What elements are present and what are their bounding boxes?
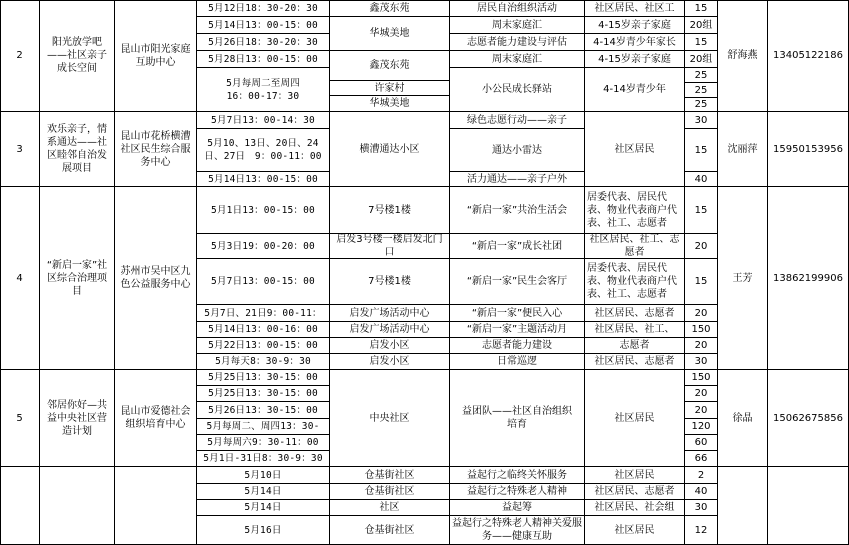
target-group: 居委代表、居民代表、物业代表商户代表、社工、志愿者 (585, 259, 685, 305)
participant-count: 30 (685, 354, 718, 370)
organization-name: 昆山市花桥横漕社区民生综合服务中心 (115, 112, 197, 187)
activity-name: 志愿者能力建设 (450, 338, 585, 354)
activity-name: 益起行之临终关怀服务 (450, 467, 585, 484)
participant-count: 15 (685, 34, 718, 51)
activity-name: 居民自治组织活动 (450, 0, 585, 17)
target-group: 社区居民 (585, 467, 685, 484)
project-name: 欢乐亲子，情系通达——社区睦邻自治发展项目 (40, 112, 115, 187)
activity-place: 7号楼1楼 (330, 259, 450, 305)
contact-phone[interactable]: 15062675856 (768, 370, 849, 467)
activity-place: 许家村 (330, 81, 450, 96)
activity-name: 志愿者能力建设与评估 (450, 34, 585, 51)
participant-count: 20组 (685, 17, 718, 34)
project-name: 邻居你好—共益中央社区营造计划 (40, 370, 115, 467)
participant-count: 30 (685, 500, 718, 516)
contact-person (718, 467, 768, 545)
row-index: 2 (0, 0, 40, 112)
activity-time: 5月每天8：30-9：30 (197, 354, 330, 370)
activity-name: 益起行之特殊老人精神 (450, 484, 585, 500)
participant-count: 25 (685, 68, 718, 83)
activity-name: “新启一家”民生会客厅 (450, 259, 585, 305)
activity-time: 5月14日13：00-15：00 (197, 172, 330, 187)
activity-place: 启发广场活动中心 (330, 305, 450, 322)
row-index: 3 (0, 112, 40, 187)
activity-place: 启发广场活动中心 (330, 322, 450, 338)
contact-person: 徐晶 (718, 370, 768, 467)
activity-time: 5月1日13：00-15：00 (197, 187, 330, 234)
target-group: 4-14岁青少年家长 (585, 34, 685, 51)
activity-place: 仓基街社区 (330, 516, 450, 545)
participant-count: 40 (685, 172, 718, 187)
activity-time: 5月7日13：00-15：00 (197, 259, 330, 305)
participant-count: 20 (685, 386, 718, 402)
activity-time: 5月28日13：00-15：00 (197, 51, 330, 68)
participant-count: 40 (685, 484, 718, 500)
target-group: 社区居民、志愿者 (585, 484, 685, 500)
activity-time: 5月16日 (197, 516, 330, 545)
activity-time: 5月10、13日、20日、24日、27日 9：00-11：00 (197, 129, 330, 172)
activity-place: 社区 (330, 500, 450, 516)
participant-count: 15 (685, 187, 718, 234)
organization-name (115, 467, 197, 545)
activity-time: 5月25日13：30-15：00 (197, 370, 330, 386)
activity-place: 华城美地 (330, 96, 450, 112)
activity-time: 5月10日 (197, 467, 330, 484)
contact-person: 舒海燕 (718, 0, 768, 112)
target-group: 社区居民、社工、志愿者 (585, 234, 685, 259)
project-name: “新启一家”社区综合治理项目 (40, 187, 115, 370)
activity-place: 启发3号楼一楼启发北门口 (330, 234, 450, 259)
participant-count: 12 (685, 516, 718, 545)
activity-name: “新启一家”便民入心 (450, 305, 585, 322)
activity-name: 益团队——社区自治组织培育 (450, 370, 585, 467)
activity-place: 7号楼1楼 (330, 187, 450, 234)
activity-time: 5月每周二、周四13：30- (197, 419, 330, 435)
project-name: 阳光放学吧——社区亲子成长空间 (40, 0, 115, 112)
activity-name: “新启一家”成长社团 (450, 234, 585, 259)
target-group: 社区居民、社区工 (585, 0, 685, 17)
participant-count: 66 (685, 451, 718, 467)
activity-time: 5月7日13：00-14：30 (197, 112, 330, 129)
activity-place: 鑫茂东苑 (330, 0, 450, 17)
activity-time: 5月每周二至周四 16：00-17：30 (197, 68, 330, 112)
activity-time: 5月14日13：00-16：00 (197, 322, 330, 338)
participant-count: 20 (685, 234, 718, 259)
participant-count: 60 (685, 435, 718, 451)
activity-name: 绿色志愿行动——亲子 (450, 112, 585, 129)
organization-name: 昆山市阳光家庭互助中心 (115, 0, 197, 112)
participant-count: 20 (685, 338, 718, 354)
participant-count: 2 (685, 467, 718, 484)
target-group: 社区居民、社会组 (585, 500, 685, 516)
participant-count: 150 (685, 370, 718, 386)
participant-count: 20 (685, 305, 718, 322)
activity-place: 华城美地 (330, 17, 450, 51)
row-index: 5 (0, 370, 40, 467)
activity-place: 启发小区 (330, 338, 450, 354)
contact-phone (768, 467, 849, 545)
activity-time: 5月每周六9：30-11：00 (197, 435, 330, 451)
activity-time: 5月7日、21日9：00-11： (197, 305, 330, 322)
target-group: 社区居民 (585, 112, 685, 187)
participant-count: 15 (685, 0, 718, 17)
activity-name: 益起行之特殊老人精神关爱服务——健康互助 (450, 516, 585, 545)
participant-count: 30 (685, 112, 718, 129)
activity-name: 益起筹 (450, 500, 585, 516)
activity-place: 中央社区 (330, 370, 450, 467)
activity-time: 5月14日 (197, 484, 330, 500)
organization-name: 苏州市吴中区九色公益服务中心 (115, 187, 197, 370)
contact-person: 沈丽萍 (718, 112, 768, 187)
target-group: 社区居民 (585, 370, 685, 467)
participant-count: 20组 (685, 51, 718, 68)
contact-phone[interactable]: 15950153956 (768, 112, 849, 187)
activity-place: 启发小区 (330, 354, 450, 370)
target-group: 4-15岁亲子家庭 (585, 17, 685, 34)
activity-time: 5月14日13：00-15：00 (197, 17, 330, 34)
activity-name: “新启一家”主题活动月 (450, 322, 585, 338)
target-group: 志愿者 (585, 338, 685, 354)
target-group: 社区居民、社工、 (585, 322, 685, 338)
activity-time: 5月1日-31日8：30-9：30 (197, 451, 330, 467)
target-group: 居委代表、居民代表、物业代表商户代表、社工、志愿者 (585, 187, 685, 234)
target-group: 社区居民、志愿者 (585, 305, 685, 322)
activity-time: 5月26日13：30-15：00 (197, 402, 330, 419)
activity-place: 仓基街社区 (330, 467, 450, 484)
activity-time: 5月26日18：30-20：30 (197, 34, 330, 51)
activity-place: 鑫茂东苑 (330, 51, 450, 81)
project-name (40, 467, 115, 545)
activity-time: 5月12日18：30-20：30 (197, 0, 330, 17)
target-group: 社区居民、志愿者 (585, 354, 685, 370)
target-group: 4-15岁亲子家庭 (585, 51, 685, 68)
participant-count: 15 (685, 129, 718, 172)
activity-name: 周末家庭汇 (450, 51, 585, 68)
activity-name: “新启一家”共治生活会 (450, 187, 585, 234)
row-index: 4 (0, 187, 40, 370)
activity-time: 5月25日13：30-15：00 (197, 386, 330, 402)
participant-count: 150 (685, 322, 718, 338)
activity-time: 5月3日19：00-20：00 (197, 234, 330, 259)
target-group: 4-14岁青少年 (585, 68, 685, 112)
activity-name: 日常巡逻 (450, 354, 585, 370)
activity-name: 通达小雷达 (450, 129, 585, 172)
activity-name: 周末家庭汇 (450, 17, 585, 34)
activity-time: 5月14日 (197, 500, 330, 516)
contact-person: 王芳 (718, 187, 768, 370)
activity-time: 5月22日13：00-15：00 (197, 338, 330, 354)
participant-count: 15 (685, 259, 718, 305)
participant-count: 25 (685, 98, 718, 112)
participant-count: 20 (685, 402, 718, 419)
participant-count: 25 (685, 83, 718, 98)
organization-name: 昆山市爱德社会组织培育中心 (115, 370, 197, 467)
activity-place: 横漕通达小区 (330, 112, 450, 187)
participant-count: 120 (685, 419, 718, 435)
contact-phone[interactable]: 13862199906 (768, 187, 849, 370)
contact-phone[interactable]: 13405122186 (768, 0, 849, 112)
row-index (0, 467, 40, 545)
activity-name: 小公民成长驿站 (450, 68, 585, 112)
activity-place: 仓基街社区 (330, 484, 450, 500)
target-group: 社区居民 (585, 516, 685, 545)
activity-name: 活力通达——亲子户外 (450, 172, 585, 187)
